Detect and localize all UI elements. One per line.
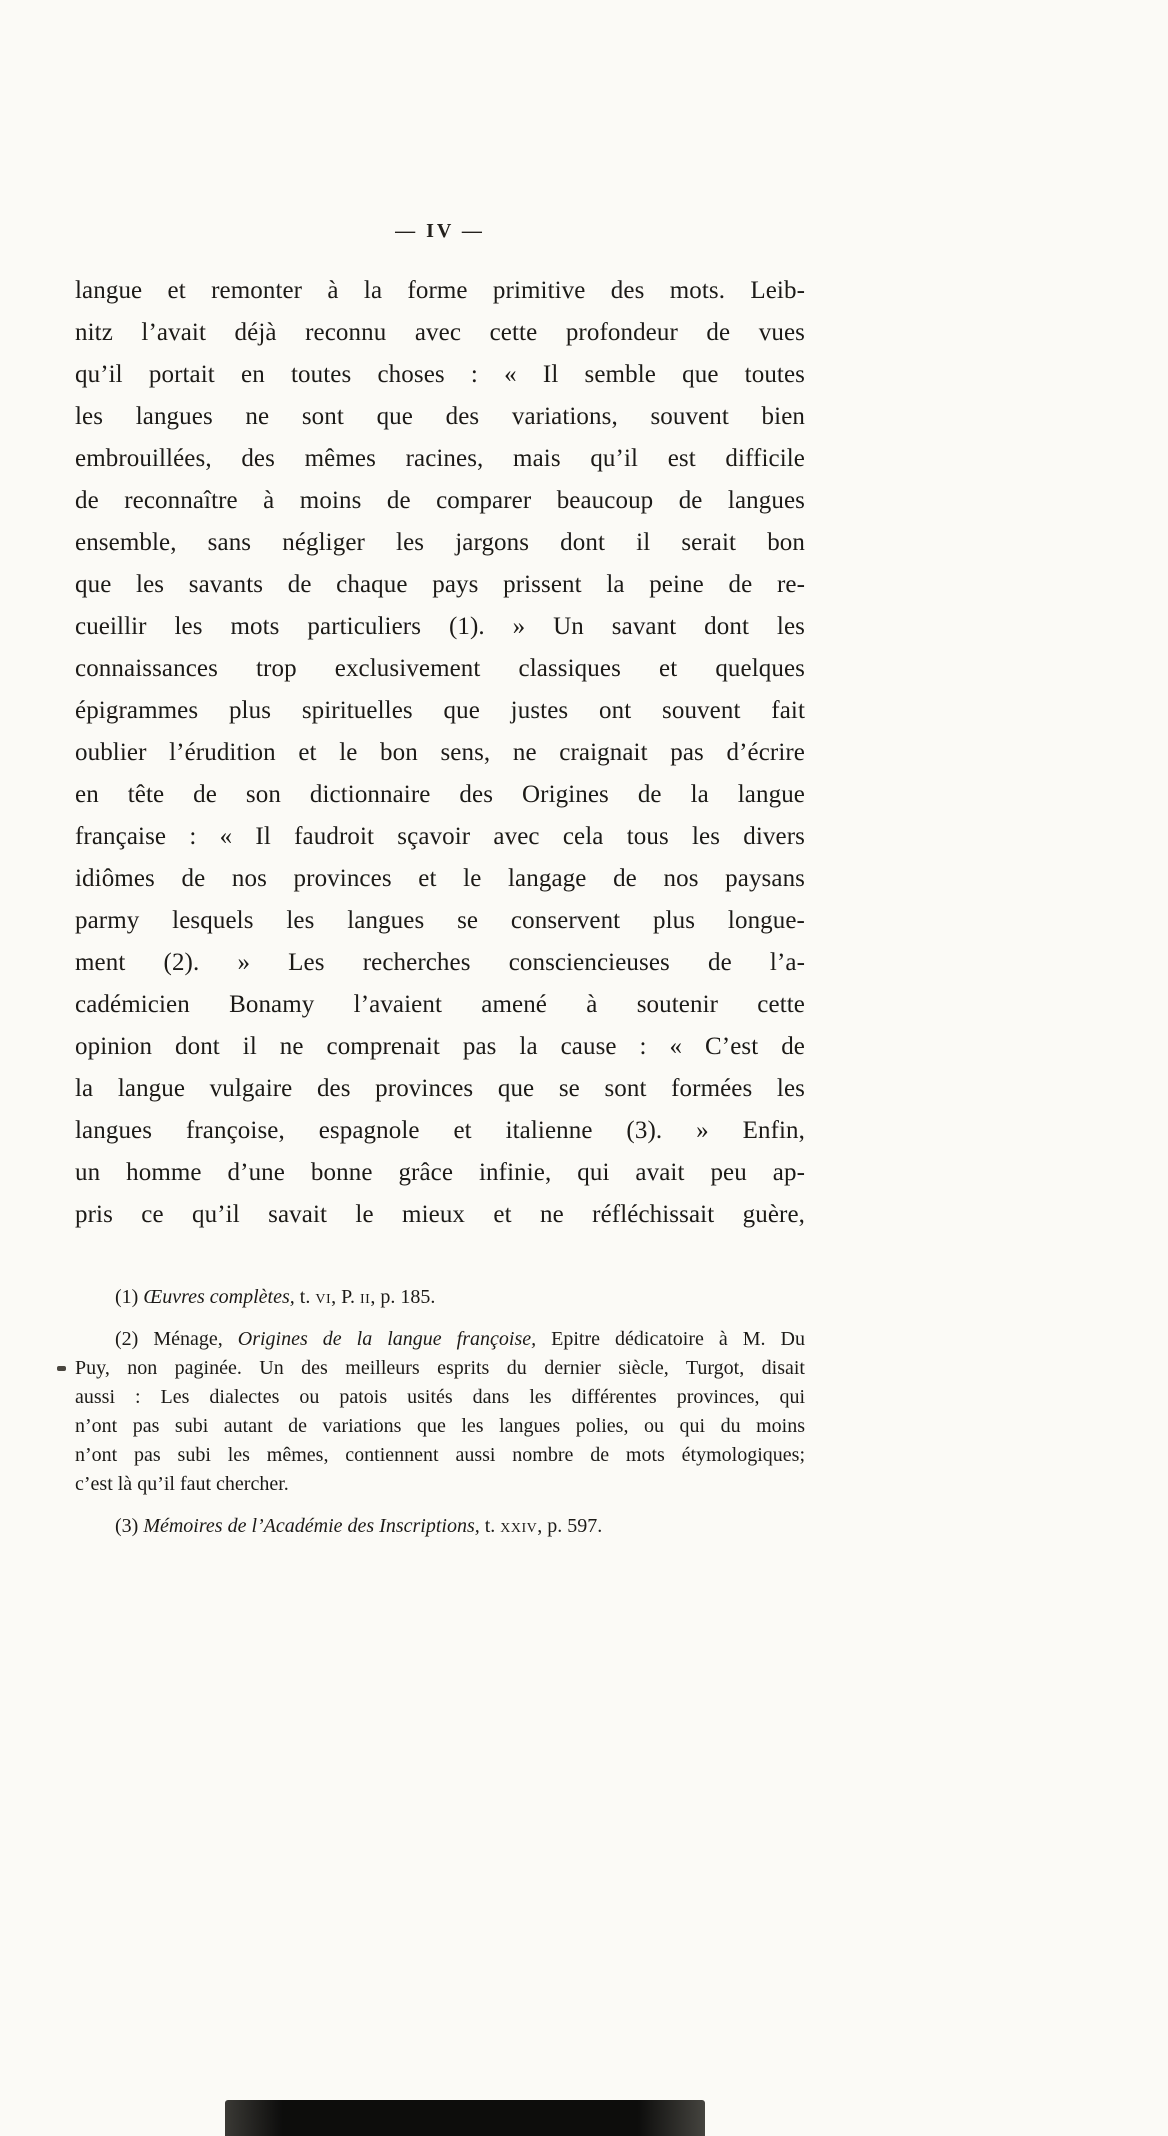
footnote-text: , P. bbox=[331, 1286, 361, 1308]
body-line: parmy lesquels les langues se conservent plus longue- bbox=[75, 907, 805, 934]
body-line: ment (2). » Les recherches consciencieuses de l’a- bbox=[75, 949, 805, 976]
body-line: ensemble, sans négliger les jargons dont il serait bon bbox=[75, 529, 805, 556]
body-line: idiômes de nos provinces et le langage de nos paysans bbox=[75, 865, 805, 892]
body-line: la langue vulgaire des provinces que se sont formées les bbox=[75, 1075, 805, 1102]
body-line: opinion dont il ne comprenait pas la cause : « C’est de bbox=[75, 1033, 805, 1060]
body-line: nitz l’avait déjà reconnu avec cette profondeur de vues bbox=[75, 319, 805, 346]
body-line: qu’il portait en toutes choses : « Il semble que toutes bbox=[75, 361, 805, 388]
footnote-text: n’ont pas subi les mêmes, contiennent aussi nombre de mots étymologiques; bbox=[75, 1444, 805, 1466]
footnote-text: (1) bbox=[115, 1286, 144, 1308]
footnote-line bbox=[75, 1325, 805, 1354]
footnote bbox=[75, 1325, 805, 1499]
main-text bbox=[75, 270, 805, 1236]
footnote-line bbox=[75, 1470, 805, 1499]
footnote-text: Œuvres complètes, bbox=[143, 1286, 295, 1308]
body-line: cadémicien Bonamy l’avaient amené à soutenir cette bbox=[75, 991, 805, 1018]
footnotes bbox=[75, 1283, 805, 1554]
body-line: connaissances trop exclusivement classiques et quelques bbox=[75, 655, 805, 682]
footnote bbox=[75, 1283, 805, 1312]
body-line: langues françoise, espagnole et italienne (3). » Enfin, bbox=[75, 1117, 805, 1144]
footnote-line bbox=[75, 1441, 805, 1470]
footnote-line bbox=[75, 1512, 805, 1541]
body-line: de reconnaître à moins de comparer beaucoup de langues bbox=[75, 487, 805, 514]
footnote-text: n’ont pas subi autant de variations que les langues polies, ou qui du moins bbox=[75, 1415, 805, 1437]
body-line: cueillir les mots particuliers (1). » Un savant dont les bbox=[75, 613, 805, 640]
scan-artifact-bar bbox=[225, 2100, 705, 2136]
footnote-line bbox=[75, 1383, 805, 1412]
footnote-line bbox=[75, 1354, 805, 1383]
footnote-text: , p. 597. bbox=[537, 1515, 603, 1537]
footnote-text: Mémoires de l’Académie des Inscriptions, bbox=[143, 1515, 480, 1537]
footnote-text: aussi : Les dialectes ou patois usités dans les différentes provinces, qui bbox=[75, 1386, 805, 1408]
body-line: un homme d’une bonne grâce infinie, qui avait peu ap- bbox=[75, 1159, 805, 1186]
footnote-text: c’est là qu’il faut chercher. bbox=[75, 1473, 289, 1495]
footnote-text: Origines de la langue françoise, bbox=[237, 1328, 537, 1350]
footnote-text: xxiv bbox=[500, 1515, 538, 1537]
footnote-text: vi bbox=[315, 1286, 332, 1308]
body-line: les langues ne sont que des variations, souvent bien bbox=[75, 403, 805, 430]
page-number: — IV — bbox=[395, 220, 485, 242]
footnote-text: (2) Ménage, bbox=[115, 1328, 238, 1350]
footnote bbox=[75, 1512, 805, 1541]
body-line: langue et remonter à la forme primitive des mots. Leib- bbox=[75, 277, 805, 304]
footnote-line bbox=[75, 1283, 805, 1312]
body-line: embrouillées, des mêmes racines, mais qu’il est difficile bbox=[75, 445, 805, 472]
body-line: française : « Il faudroit sçavoir avec cela tous les divers bbox=[75, 823, 805, 850]
footnote-text: t. bbox=[294, 1286, 316, 1308]
footnote-text: Epitre dédicatoire à M. Du bbox=[536, 1328, 805, 1350]
footnote-text: , p. 185. bbox=[370, 1286, 436, 1308]
footnote-text: t. bbox=[479, 1515, 501, 1537]
body-line: que les savants de chaque pays prissent la peine de re- bbox=[75, 571, 805, 598]
footnote-text: (3) bbox=[115, 1515, 144, 1537]
body-line: pris ce qu’il savait le mieux et ne réfléchissait guère, bbox=[75, 1201, 805, 1228]
body-line: oublier l’érudition et le bon sens, ne craignait pas d’écrire bbox=[75, 739, 805, 766]
body-line: épigrammes plus spirituelles que justes ont souvent fait bbox=[75, 697, 805, 724]
footnote-text: ii bbox=[360, 1286, 371, 1308]
body-line: en tête de son dictionnaire des Origines de la langue bbox=[75, 781, 805, 808]
footnote-text: Puy, non paginée. Un des meilleurs esprits du dernier siècle, Turgot, disait bbox=[75, 1357, 805, 1379]
scan-artifact-dot bbox=[57, 1366, 66, 1371]
footnote-line bbox=[75, 1412, 805, 1441]
